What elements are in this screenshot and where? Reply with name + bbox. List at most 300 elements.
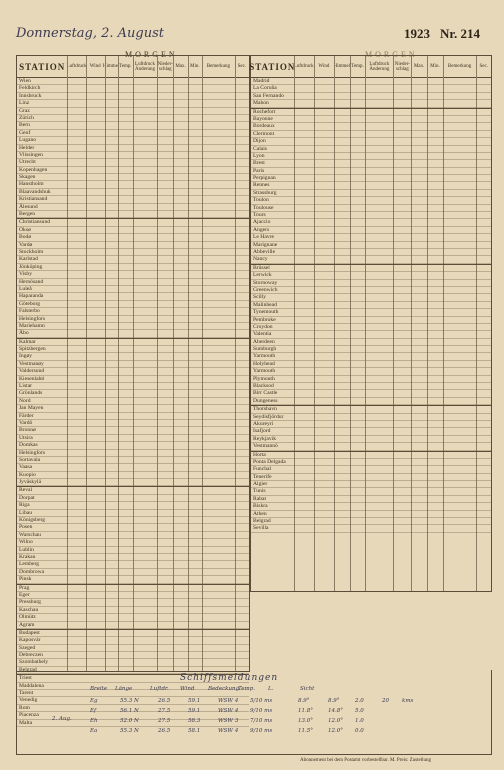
station-name: Grönlands [19,390,43,397]
station-name: Färder [19,412,34,419]
station-name: Agram [19,621,35,628]
station-name: Rochefort [253,108,276,115]
column-header: STATION [17,56,67,78]
station-name: La Coruña [253,85,277,92]
station-name: Brüssel [253,264,270,271]
station-name: Pressburg [19,599,41,606]
station-row [251,78,491,85]
station-name: Tours [253,212,266,219]
station-row [17,592,249,599]
station-row [17,249,249,256]
column-header: Luftdruck Änderung [365,56,393,78]
station-name: Riga [19,502,30,509]
station-name: Belgrad [19,666,37,673]
ship-report-cell: 56.1 N [120,708,139,714]
station-name: Horta [253,451,266,458]
station-row [17,532,249,539]
station-row [251,361,491,368]
ship-report-cell: 2.0 [355,698,364,704]
station-name: Dorpat [19,494,35,501]
station-name: Vlissingen [19,151,43,158]
station-name: Bodø [19,234,32,241]
station-row [251,168,491,175]
station-row [251,123,491,130]
column-header: Bemerkung [443,56,477,78]
station-row [17,361,249,368]
ship-report-cell: 55.3 N [120,698,139,704]
station-name: Innsbruck [19,92,42,99]
station-name: Graz [19,107,30,114]
footer-note: Abonnement bei dem Postamt vorbestellbar. M. Preis: Zustellung [300,758,431,763]
column-header: Wind [314,56,334,78]
station-row [251,234,491,241]
station-row [17,316,249,323]
station-name: Rom [19,704,30,711]
station-name: Åbo [19,330,29,337]
station-name: Vardø [19,241,33,248]
station-name: Budapest [19,629,40,636]
station-name: Ingøy [19,353,33,360]
station-name: Falsterbo [19,308,40,315]
report-date: Donnerstag, 2. August [16,26,165,41]
station-row [17,405,249,412]
ship-report-cell: Eg [90,698,98,704]
station-row [17,189,249,196]
station-row [17,510,249,517]
ship-report-cell: 5/10 ms [250,698,273,704]
station-row [17,286,249,293]
station-name: Genf [19,129,31,136]
ship-report-cell: 14.8° [328,708,343,714]
station-name: Jönköping [19,263,43,270]
ship-report-cell: 58.1 [188,728,201,734]
station-row [17,256,249,263]
station-name: Jan Mayen [19,405,44,412]
station-row [251,100,491,107]
column-header: Temp. [350,56,366,78]
station-name: Marignane [253,241,278,248]
column-header: Luftdruck [294,56,314,78]
station-name: Plymouth [253,375,275,382]
station-row [251,309,491,316]
right-station-table [250,55,492,592]
ship-report-cell: 12.0° [328,728,343,734]
station-row [17,219,249,226]
ship-report-cell: 8.9° [328,698,340,704]
station-name: Tarent [19,690,34,697]
ship-column-header: Wind [180,686,195,692]
station-name: Le Havre [253,234,274,241]
station-name: Hernösand [19,278,44,285]
station-row [17,413,249,420]
station-row [251,219,491,226]
station-row [17,524,249,531]
station-name: Kristiansand [19,196,48,203]
station-name: Isafjord [253,428,271,435]
station-name: Bronnø [19,427,36,434]
station-name: San Fernando [253,92,284,99]
station-rows [17,78,249,727]
station-name: Eger [19,591,30,598]
station-name: Krakau [19,554,36,560]
station-name: Bordeaux [253,123,275,130]
station-name: Birr Castle [253,390,278,397]
station-name: Debreczen [19,652,43,659]
station-name: Ajaccio [253,219,271,226]
station-name: Ålesund [19,203,38,210]
station-name: Bern [19,122,30,129]
ship-report-cell: kms [402,698,414,704]
station-row [251,302,491,309]
station-name: Helder [19,144,35,151]
column-header: STATION [251,56,294,78]
station-row [251,346,491,353]
station-row [17,614,249,621]
station-row [17,495,249,502]
station-name: Thorshavn [253,406,277,413]
station-name: Bergen [19,211,36,218]
station-row [251,256,491,263]
station-name: Sortavala [19,456,41,463]
station-name: Kalmar [19,338,36,345]
column-header: Max. [173,56,187,78]
station-row [17,630,249,637]
station-row [251,249,491,256]
ship-report-cell: 27.5 [158,718,171,724]
station-row [17,390,249,397]
column-header: Wind [86,56,105,78]
station-name: Olmütz [19,614,36,621]
morgen-label: MORGEN [125,50,178,59]
station-row [17,569,249,576]
station-row [251,85,491,92]
station-name: Karlstad [19,256,38,263]
station-name: Madrid [253,78,270,84]
station-name: Triest [19,675,32,682]
station-name: Zürich [19,114,34,121]
station-row [17,420,249,427]
station-name: Vardö [19,419,33,426]
station-row [17,264,249,271]
station-row [17,576,249,583]
station-row [251,109,491,116]
station-row [17,152,249,159]
station-name: Blacksod [253,383,274,390]
ship-column-header: Länge [115,686,133,692]
station-row [251,398,491,405]
station-row [17,502,249,509]
station-row [251,175,491,182]
station-row [17,174,249,181]
station-row [251,205,491,212]
station-name: Mariehamn [19,322,45,329]
ship-column-header: Luftdr. [150,686,169,692]
station-row [251,488,491,495]
station-name: Utrecht [19,159,36,166]
station-name: Nancy [253,256,268,263]
station-name: Belgrad [253,518,271,525]
report-year: 1923 [404,26,430,41]
station-name: Dombrowa [19,568,45,575]
station-name: Funchal [253,466,272,473]
station-name: Haparanda [19,293,44,300]
station-name: Göteborg [19,300,41,307]
station-row [251,227,491,234]
station-row [251,452,491,459]
station-row [17,561,249,568]
station-row [17,487,249,494]
station-row [17,339,249,346]
column-header: Luftdruck Änderung [133,56,157,78]
station-row [251,212,491,219]
station-name: Clermont [253,130,275,137]
station-name: Valentia [253,331,272,338]
station-row [251,272,491,279]
station-name: Vestmanøy [19,360,44,367]
station-row [251,153,491,160]
station-row [17,517,249,524]
station-row [251,116,491,123]
station-name: Szeged [19,644,36,651]
station-name: Königsberg [19,517,45,524]
station-row [251,160,491,167]
ship-report-cell: 9/10 ms [250,728,273,734]
station-row [17,599,249,606]
station-row [17,301,249,308]
station-name: Helsingfors [19,449,46,456]
station-name: Rabat [253,495,267,502]
station-name: Vaasa [19,464,33,471]
station-row [251,265,491,272]
station-name: Mahon [253,100,269,107]
ship-report-cell: 12.0° [328,718,343,724]
station-name: Hanstholm [19,181,44,188]
station-row [17,457,249,464]
station-name: Venedig [19,697,38,704]
station-row [251,503,491,510]
station-row [251,190,491,197]
station-name: Calais [253,145,267,152]
station-row [251,390,491,397]
ship-report-cell: Eh [90,718,98,724]
ship-report-cell: 20 [382,698,389,704]
ship-report-cell: 9/10 ms [250,708,273,714]
station-name: Akureyri [253,420,274,427]
station-row [17,376,249,383]
station-name: Spitzbergen [19,346,46,353]
ship-column-header: Breite [90,686,108,692]
station-name: Dungeness [253,397,278,404]
station-name: Valdersund [19,368,45,375]
station-name: Holyhead [253,360,275,367]
station-row [17,554,249,561]
station-name: Scilly [253,294,267,301]
station-row [17,122,249,129]
column-header: Sec. [476,56,491,78]
station-name: Bayonne [253,115,273,122]
ship-report-cell: 13.0° [298,718,313,724]
station-row [17,435,249,442]
station-row [251,376,491,383]
station-row [17,330,249,337]
ship-report-cell: WSW 3 [218,718,239,724]
station-row [17,242,249,249]
station-name: Kiesenlahti [19,375,45,382]
station-row [251,287,491,294]
station-name: Malta [19,719,33,726]
station-name: Nord [19,397,31,404]
station-row [17,137,249,144]
station-row [251,324,491,331]
station-row [17,645,249,652]
station-rows [251,78,491,533]
station-row [17,607,249,614]
station-name: Sumburgh [253,346,277,353]
station-name: Lugano [19,137,37,144]
station-row [17,398,249,405]
station-row [17,100,249,107]
station-name: Paris [253,167,265,174]
station-name: Algier [253,481,268,488]
station-row [17,383,249,390]
station-row [17,323,249,330]
station-row [251,131,491,138]
station-row [251,466,491,473]
station-name: Linz [19,100,30,107]
station-name: Oksø [19,226,31,233]
station-row [251,331,491,338]
ship-report-cell: 59.1 [188,708,201,714]
column-header: Sec. [235,56,249,78]
station-name: Christiansund [19,219,51,226]
station-row [17,115,249,122]
station-name: Prag [19,584,30,591]
station-name: Malinhead [253,301,277,308]
station-name: Kaposvár [19,637,41,644]
station-name: Lemberg [19,561,40,568]
ship-report-cell: 52.0 N [120,718,139,724]
station-name: Libau [19,509,33,516]
station-row [17,442,249,449]
station-name: Vestmannö [253,443,278,450]
station-row [17,652,249,659]
station-name: Stornoway [253,279,278,286]
column-header: Max. [411,56,427,78]
station-row [17,472,249,479]
station-name: Helsingfors [19,315,46,322]
station-name: Perpignan [253,175,276,182]
station-row [251,428,491,435]
report-number: Nr. 214 [440,26,480,41]
ship-column-header: Temp. [238,686,255,692]
station-row [251,138,491,145]
station-name: Pinsk [19,576,32,583]
station-name: Szombathely [19,659,49,666]
ship-column-header: L. [268,686,274,692]
station-name: Abbeville [253,248,276,255]
ship-report-cell: 5.0 [355,708,364,714]
station-row [17,368,249,375]
station-name: Greenwich [253,286,278,293]
station-name: Visby [19,271,33,278]
ship-reports-title: Schiffsmeldungen [180,673,279,683]
station-row [17,181,249,188]
station-row [17,227,249,234]
ship-report-cell: 26.5 [158,728,171,734]
column-header: Min. [188,56,202,78]
morgen-label-right: MORGEN [365,50,418,59]
station-name: Utsira [19,434,33,441]
station-row [251,474,491,481]
station-row [17,211,249,218]
ship-report-cell: 11.5° [298,728,313,734]
station-row [17,585,249,592]
column-header: Nieder-schlag [393,56,411,78]
station-name: Kopenhagen [19,166,48,173]
station-name: Athen [253,510,267,517]
ship-report-cell: 11.8° [298,708,313,714]
station-name: Listar [19,383,33,390]
station-name: Strassburg [253,189,277,196]
station-row [17,78,249,85]
ship-report-date: 2. Aug. [52,716,72,722]
station-name: Pembroke [253,316,276,323]
station-row [251,146,491,153]
column-header: Himmel [105,56,118,78]
station-row [17,539,249,546]
station-name: Blaavandshuk [19,188,51,195]
ship-report-cell: Ea [90,728,98,734]
station-row [17,622,249,629]
ship-report-cell: WSW 4 [218,728,239,734]
ship-report-cell: 59.1 [188,698,201,704]
ship-report-cell: WSW 4 [218,698,239,704]
ship-report-cell: WSW 4 [218,708,239,714]
station-name: Croydon [253,323,273,330]
ship-column-header: Sicht [300,686,315,692]
station-row [17,637,249,644]
station-name: Skagen [19,174,36,181]
station-row [251,339,491,346]
station-name: Wien [19,78,31,84]
station-row [251,197,491,204]
station-row [17,204,249,211]
station-name: Seydisfjördur [253,413,284,420]
station-row [251,443,491,450]
station-name: Biskra [253,503,268,510]
station-row [251,421,491,428]
station-row [251,511,491,518]
station-name: Reykjavik [253,435,276,442]
station-row [17,234,249,241]
station-name: Lublin [19,546,34,553]
station-row [251,182,491,189]
station-name: Piacenza [19,712,39,719]
station-name: Ponta Delgada [253,458,286,465]
station-name: Yarmouth [253,353,276,360]
station-name: Tunis [253,488,266,495]
column-header: Luftdruck [67,56,86,78]
station-name: Warschau [19,531,41,538]
station-row [17,279,249,286]
station-name: Toulouse [253,204,274,211]
station-row [251,294,491,301]
station-row [17,196,249,203]
station-name: Jyväskylä [19,479,42,486]
ship-report-cell: Ef [90,708,97,714]
station-row [251,481,491,488]
station-name: Dijon [253,138,266,145]
